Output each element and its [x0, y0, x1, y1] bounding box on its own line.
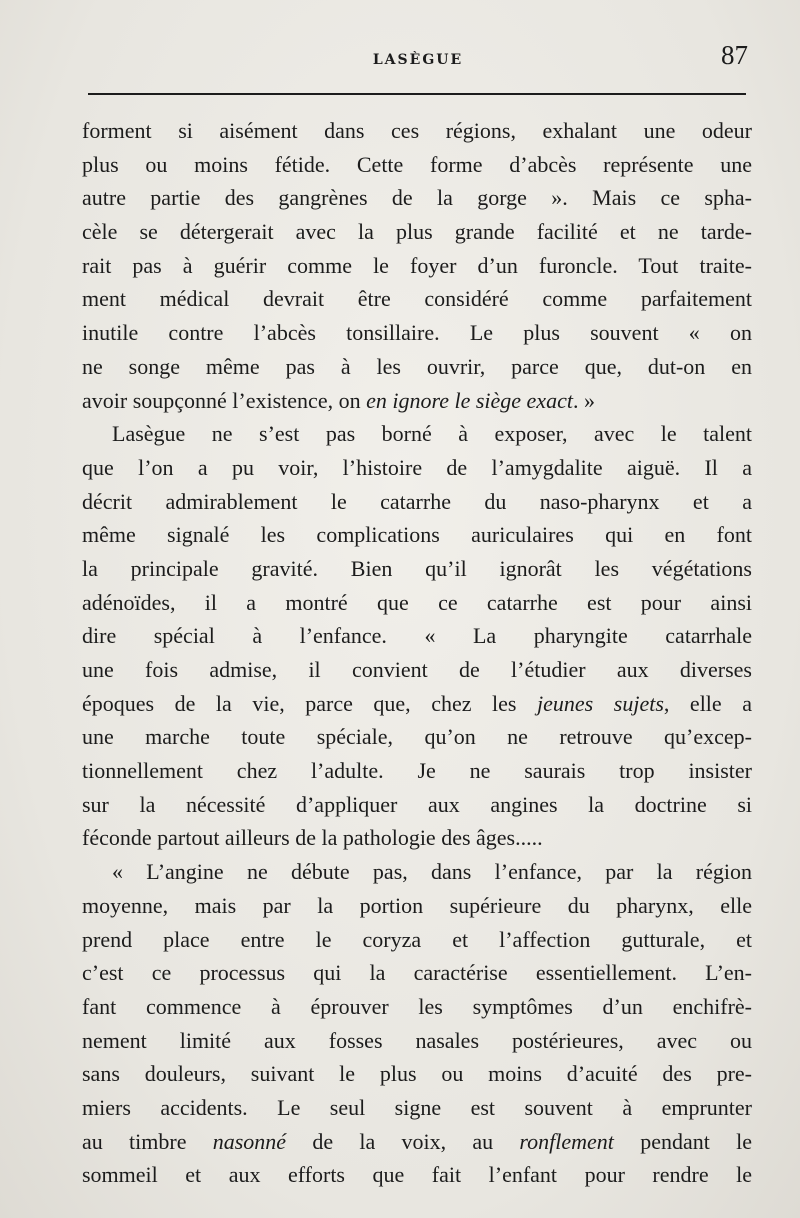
text-line: [82, 754, 752, 788]
text-span: décrit admirablement le catarrhe du naso-pharynx et a: [82, 488, 752, 514]
text-span: plus ou moins fétide. Cette forme d’abcès représente une: [82, 151, 752, 177]
text-line: [82, 282, 752, 316]
text-line: [82, 687, 752, 721]
text-span: sommeil et aux efforts que fait l’enfant pour rendre le: [82, 1162, 752, 1188]
text-span: dire spécial à l’enfance. « La pharyngite catarrhale: [82, 623, 752, 649]
italic-span: jeunes sujets: [537, 690, 664, 716]
text-line: [82, 1091, 752, 1125]
text-span: moyenne, mais par la portion supérieure du pharynx, elle: [82, 892, 752, 918]
text-line: [82, 1024, 752, 1058]
text-line: [82, 586, 752, 620]
text-line: [82, 788, 752, 822]
text-span: . »: [572, 387, 595, 413]
text-line: [82, 821, 752, 855]
page-number: 87: [721, 40, 748, 70]
text-line: [82, 720, 752, 754]
text-line: [82, 518, 752, 552]
text-span: avoir soupçonné l’existence, on: [82, 387, 367, 413]
text-span: pendant le: [613, 1128, 752, 1154]
text-span: « L’angine ne débute pas, dans l’enfance, par la région: [112, 859, 752, 885]
text-line: [82, 215, 752, 249]
text-span: ment médical devrait être considéré comme parfaitement: [82, 286, 752, 312]
text-span: époques de la vie, parce que, chez les: [82, 690, 538, 716]
running-title: LASÈGUE: [372, 52, 464, 68]
text-span: autre partie des gangrènes de la gorge ». Mais ce spha-: [82, 185, 752, 211]
text-span: forment si aisément dans ces régions, exhalant une odeur: [82, 118, 752, 143]
text-line: [82, 114, 752, 148]
text-line: [82, 956, 752, 990]
text-span: de la voix, au: [286, 1128, 520, 1154]
text-line: [82, 350, 752, 384]
text-span: prend place entre le coryza et l’affection gutturale, et: [82, 926, 752, 952]
text-span: adénoïdes, il a montré que ce catarrhe est pour ainsi: [82, 589, 752, 615]
italic-span: ronflement: [519, 1128, 614, 1154]
text-span: c’est ce processus qui la caractérise essentiellement. L’en-: [82, 960, 752, 986]
text-span: même signalé les complications auriculaires qui en font: [82, 522, 752, 548]
text-span: miers accidents. Le seul signe est souvent à emprunter: [82, 1094, 752, 1120]
text-line: [82, 451, 752, 485]
text-line: [82, 653, 752, 687]
text-line: [82, 249, 752, 283]
text-line: [82, 923, 752, 957]
text-span: sur la nécessité d’appliquer aux angines la doctrine si: [82, 791, 752, 817]
text-span: inutile contre l’abcès tonsillaire. Le plus souvent « on: [82, 320, 752, 346]
text-span: la principale gravité. Bien qu’il ignorât les végétations: [82, 555, 752, 581]
text-span: fant commence à éprouver les symptômes d’un enchifrè-: [82, 993, 752, 1019]
text-span: ne songe même pas à les ouvrir, parce que, dut-on en: [82, 353, 752, 379]
text-line: [82, 855, 752, 889]
text-span: que l’on a pu voir, l’histoire de l’amygdalite aiguë. Il a: [82, 454, 752, 480]
text-span: tionnellement chez l’adulte. Je ne saurais trop insister: [82, 758, 752, 784]
text-span: , elle a: [663, 690, 752, 716]
text-span: nement limité aux fosses nasales postérieures, avec ou: [82, 1027, 752, 1053]
text-span: féconde partout ailleurs de la pathologie des âges.....: [82, 825, 543, 851]
text-line: [82, 181, 752, 215]
text-span: une fois admise, il convient de l’étudier aux diverses: [82, 657, 752, 682]
body-text: [82, 114, 752, 1192]
text-line: [82, 485, 752, 519]
text-span: cèle se détergerait avec la plus grande facilité et ne tarde-: [82, 219, 752, 245]
text-line: [82, 417, 752, 451]
text-line: [82, 552, 752, 586]
text-line: [82, 1125, 752, 1159]
italic-span: en ignore le siège exact: [366, 387, 573, 413]
text-line: [82, 990, 752, 1024]
running-head: [86, 40, 750, 80]
text-line: [82, 384, 752, 418]
text-span: rait pas à guérir comme le foyer d’un furoncle. Tout traite-: [82, 252, 752, 278]
text-line: [82, 619, 752, 653]
text-span: une marche toute spéciale, qu’on ne retrouve qu’excep-: [82, 724, 752, 750]
text-span: au timbre: [82, 1128, 213, 1154]
italic-span: nasonné: [212, 1128, 287, 1154]
text-line: [82, 1158, 752, 1192]
header-rule: [88, 93, 746, 95]
text-span: Lasègue ne s’est pas borné à exposer, avec le talent: [112, 421, 752, 447]
text-line: [82, 316, 752, 350]
text-line: [82, 148, 752, 182]
text-line: [82, 889, 752, 923]
text-span: sans douleurs, suivant le plus ou moins d’acuité des pre-: [82, 1061, 752, 1087]
text-line: [82, 1057, 752, 1091]
